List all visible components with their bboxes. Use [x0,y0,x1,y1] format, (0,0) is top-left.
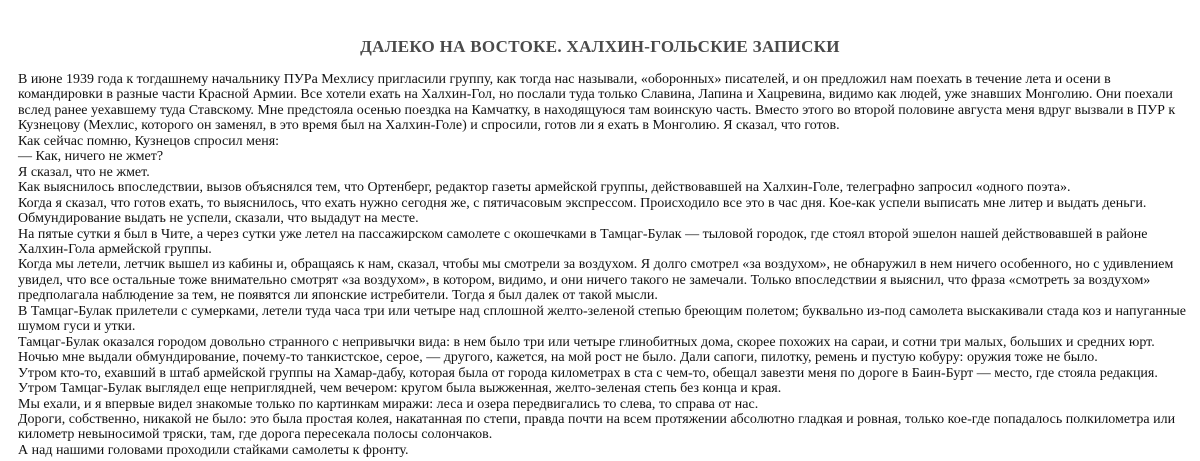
paragraph: Я сказал, что не жмет. [18,164,150,180]
paragraph: В июне 1939 года к тогдашнему начальнику ПУРа Мехлису пригласили группу, как тогда нас называли, «оборонных» писателей, и он предложил нам поехать в течение лета и осени в командировки в разные части Красной Армии. Все хотели ехать на Халхин-Гол, но послали туда только Славина, Лапина и Хацревина, видимо как людей, уже знавших Монголию. Они поехали вслед ранее уехавшему туда Ставскому. Мне предстояла осенью поездка на Камчатку, в находящуюся там воинскую часть. Вместо этого во второй половине августа меня вдруг вызвали в ПУР к Кузнецову (Мехлис, которого он заменял, в это время был на Халхин-Голе) и спросили, готов ли я ехать в Монголию. Я сказал, что готов. [18,72,1176,134]
document-body [18,72,1186,458]
paragraph: Когда я сказал, что готов ехать, то выяснилось, что ехать нужно сегодня же, с пятичасовым экспрессом. Происходило все это в час дня. Кое-как успели выписать мне литер и выдать деньги. Обмундирование выдать не успели, сказали, что выдадут на месте. [18,195,1147,227]
paragraph: Ночью мне выдали обмундирование, почему-то танкистское, серое, — другого, кажется, на мой рост не было. Дали сапоги, пилотку, ремень и пустую кобуру: оружия тоже не было. [18,350,1098,366]
paragraph: Тамцаг-Булак оказался городом довольно странного с непривычки вида: в нем было три или четыре глинобитных дома, скорее похожих на сараи, и сотни три малых, больших и средних юрт. [18,334,1155,350]
paragraph: Дороги, собственно, никакой не было: это была простая колея, накатанная по степи, правда почти на всем протяжении абсолютно гладкая и ровная, только кое-где попадалось полкилометра или километр невыносимой тряски, там, где дорога пересекала полосы солончаков. [18,411,1176,443]
paragraph: Когда мы летели, летчик вышел из кабины и, обращаясь к нам, сказал, чтобы мы смотрели за воздухом. Я долго смотрел «за воздухом», не обнаружил в нем ничего особенного, но с удивлением увидел, что все остальные тоже внимательно смотрят «за воздухом», в котором, видимо, и они ничего такого не замечали. Только впоследствии я выяснил, что фраза «смотреть за воздухом» предполагала наблюдение за тем, не появятся ли японские истребители. Тогда я был далек от такой мысли. [18,257,1174,304]
paragraph: В Тамцаг-Булак прилетели с сумерками, летели туда часа три или четыре над сплошной желто-зеленой степью бреющим полетом; буквально из-под самолета выскакивали стада коз и напуганные шумом гуси и утки. [18,303,1187,335]
paragraph: Мы ехали, и я впервые видел знакомые только по картинкам миражи: леса и озера передвигались то слева, то справа от нас. [18,396,759,412]
paragraph: Как выяснилось впоследствии, вызов объяснялся тем, что Ортенберг, редактор газеты армейской группы, действовавшей на Халхин-Голе, телеграфно запросил «одного поэта». [18,180,1071,196]
paragraph: На пятые сутки я был в Чите, а через сутки уже летел на пассажирском самолете с окошечками в Тамцаг-Булак — тыловой городок, где стоял второй эшелон нашей действовавшей в районе Халхин-Гола армейской группы. [18,226,1148,257]
document-title: ДАЛЕКО НА ВОСТОКЕ. ХАЛХИН-ГОЛЬСКИЕ ЗАПИСКИ [360,37,840,56]
paragraph: А над нашими головами проходили стайками самолеты к фронту. [18,442,409,458]
paragraph: Утром кто-то, ехавший в штаб армейской группы на Хамар-дабу, которая была от города километрах в ста с чем-то, обещал завезти меня по дороге в Баин-Бурт — место, где стояла редакция. Утром Тамцаг-Булак выглядел еще неприглядней, чем вечером: кругом была выжженная, желто-зеленая степь без конца и края. [18,365,1158,397]
paragraph: — Как, ничего не жмет? [18,149,164,165]
paragraph: Как сейчас помню, Кузнецов спросил меня: [18,133,280,149]
